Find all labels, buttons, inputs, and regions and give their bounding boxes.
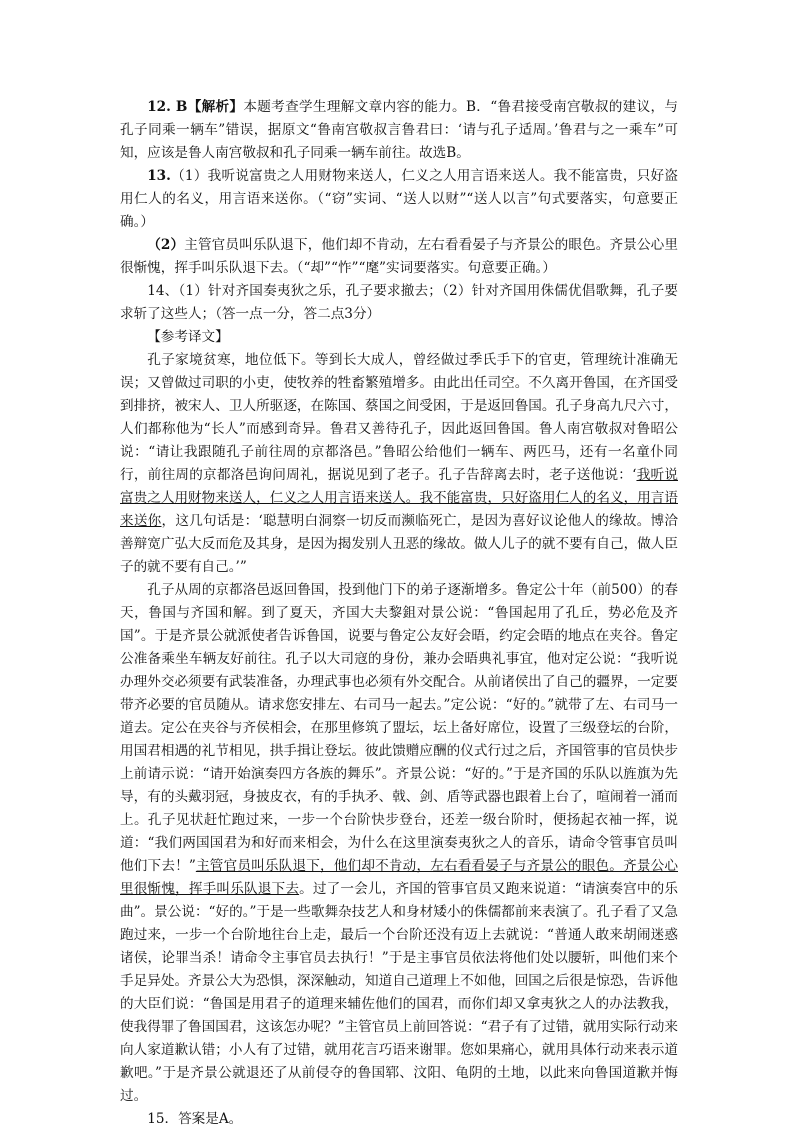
q15-paragraph bbox=[120, 1108, 678, 1131]
q14-text: 14、（1）针对齐国奏夷狄之乐，孔子要求撤去；（2）针对齐国用侏儒优倡歌舞，孔子要求斩了这些人；（答一点一分，答二点3分） bbox=[120, 283, 678, 322]
q12-label: 12. B【解析】 bbox=[147, 99, 244, 115]
translation-paragraph-2 bbox=[120, 579, 678, 1108]
q13-label: 13. bbox=[147, 168, 171, 184]
q13-part1 bbox=[120, 165, 678, 234]
translation-p2-end: 。过了一会儿，齐国的管事官员又跑来说道：“请演奏宫中的乐曲”。景公说：“好的。”于是一些歌舞杂技艺人和身材矮小的侏儒都前来表演了。孔子看了又急跑过来，一步一个台阶地往台上走，最后一个台阶还没有迈上去就说：“普通人敢来胡闹迷惑诸侯，论罪当杀！请命令主事官员去执行！”于是主事官员依法将他们处以腰斩，叫他们来个手足异处。齐景公大为恐惧，深深触动，知道自己道理上不如他，回国之后很是惊恐，告诉他的大臣们说：“鲁国是用君子的道理来辅佐他们的国君，而你们却又拿夷狄之人的办法教我，使我得罪了鲁国国君，这该怎办呢？”主管官员上前回答说：“君子有了过错，就用实际行动来向人家道歉认错；小人有了过错，就用花言巧语来谢罪。您如果痛心，就用具体行动来表示道歉吧。”于是齐景公就退还了从前侵夺的鲁国郓、汶阳、龟阴的土地，以此来向鲁国道歉并悔过。 bbox=[120, 881, 678, 1104]
translation-p1-end: ，这几句话是：‘聪慧明白洞察一切反而濒临死亡，是因为喜好议论他人的缘故。博洽善辩宽广弘大反而危及其身，是因为揭发别人丑恶的缘故。做人儿子的就不要有自己，做人臣子的就不要有自己。’” bbox=[120, 513, 678, 575]
q15-text: 15．答案是A。 bbox=[147, 1111, 243, 1127]
translation-heading bbox=[120, 326, 678, 349]
q13-part2-text: 主管官员叫乐队退下，他们却不肯动，左右看看晏子与齐景公的眼色。齐景公心里很惭愧，挥手叫乐队退下去。（“却”“怍”“麾”实词要落实。句意要正确。） bbox=[120, 237, 678, 276]
q14-paragraph bbox=[120, 280, 678, 326]
translation-p2-underlined: 主管官员叫乐队退下，他们却不肯动，左右看看晏子与齐景公的眼色。齐景公心里很惭愧，挥手叫乐队退下去 bbox=[120, 858, 679, 897]
q12-paragraph bbox=[120, 96, 678, 165]
q12-text: 本题考查学生理解文章内容的能力。B．“鲁君接受南宫敬叔的建议，与孔子同乘一辆车”错误，据原文“鲁南宫敬叔言鲁君曰：‘请与孔子适周。’鲁君与之一乘车”可知，应该是鲁人南宫敬叔和孔子同乘一辆车前往。故选B。 bbox=[120, 99, 679, 161]
answer-document bbox=[120, 96, 678, 1131]
translation-paragraph-1 bbox=[120, 349, 678, 579]
q13-part2 bbox=[120, 234, 678, 280]
q13-part1-text: （1）我听说富贵之人用财物来送人，仁义之人用言语来送人。我不能富贵，只好盗用仁人的名义，用言语来送你。（“窃”实词、“送人以财”“送人以言”句式要落实，句意要正确。） bbox=[120, 168, 678, 230]
translation-p1-underlined: 我听说富贵之人用财物来送人，仁义之人用言语来送人。我不能富贵，只好盗用仁人的名义，用言语来送你 bbox=[120, 467, 678, 529]
q13-part2-label: （2） bbox=[147, 237, 185, 253]
translation-p1-start: 孔子家境贫寒，地位低下。等到长大成人，曾经做过季氏手下的官吏，管理统计准确无误；又曾做过司职的小吏，使牧养的牲畜繁殖增多。由此出任司空。不久离开鲁国，在齐国受到排挤，被宋人、卫人所驱逐，在陈国、蔡国之间受困，于是返回鲁国。孔子身高九尺六寸，人们都称他为“长人”而感到奇异。鲁君又善待孔子，因此返回鲁国。鲁人南宫敬叔对鲁昭公说：“请让我跟随孔子前往周的京都洛邑。”鲁昭公给他们一辆车、两匹马，还有一名童仆同行，前往周的京都洛邑询问周礼，据说见到了老子。孔子告辞离去时，老子送他说：‘ bbox=[120, 352, 678, 483]
translation-p2-start: 孔子从周的京都洛邑返回鲁国，投到他门下的弟子逐渐增多。鲁定公十年（前500）的春天，鲁国与齐国和解。到了夏天，齐国大夫黎鉏对景公说：“鲁国起用了孔丘，势必危及齐国”。于是齐景公就派使者告诉鲁国，说要与鲁定公友好会晤，约定会晤的地点在夹谷。鲁定公准备乘坐车辆友好前往。孔子以大司寇的身份，兼办会晤典礼事宜，他对定公说：“我听说办理外交必须要有武装准备，办理武事也必须有外交配合。从前诸侯出了自己的疆界，一定要带齐必要的官员随从。请求您安排左、右司马一起去。”定公说：“好的。”就带了左、右司马一道去。定公在夹谷与齐侯相会，在那里修筑了盟坛，坛上备好席位，设置了三级登坛的台阶，用国君相遇的礼节相见，拱手揖让登坛。彼此馈赠应酬的仪式行过之后，齐国管事的官员快步上前请示说：“请开始演奏四方各族的舞乐”。齐景公说：“好的。”于是齐国的乐队以旌旗为先导，有的头戴羽冠，身披皮衣，有的手执矛、戟、剑、盾等武器也跟着上台了，喧闹着一涌而上。孔子见状赶忙跑过来，一步一个台阶快步登台，还差一级台阶时，便扬起衣袖一挥，说道：“我们两国国君为和好而来相会，为什么在这里演奏夷狄之人的音乐，请命令管事官员叫他们下去！” bbox=[120, 582, 678, 874]
translation-heading-text: 【参考译文】 bbox=[147, 329, 229, 345]
